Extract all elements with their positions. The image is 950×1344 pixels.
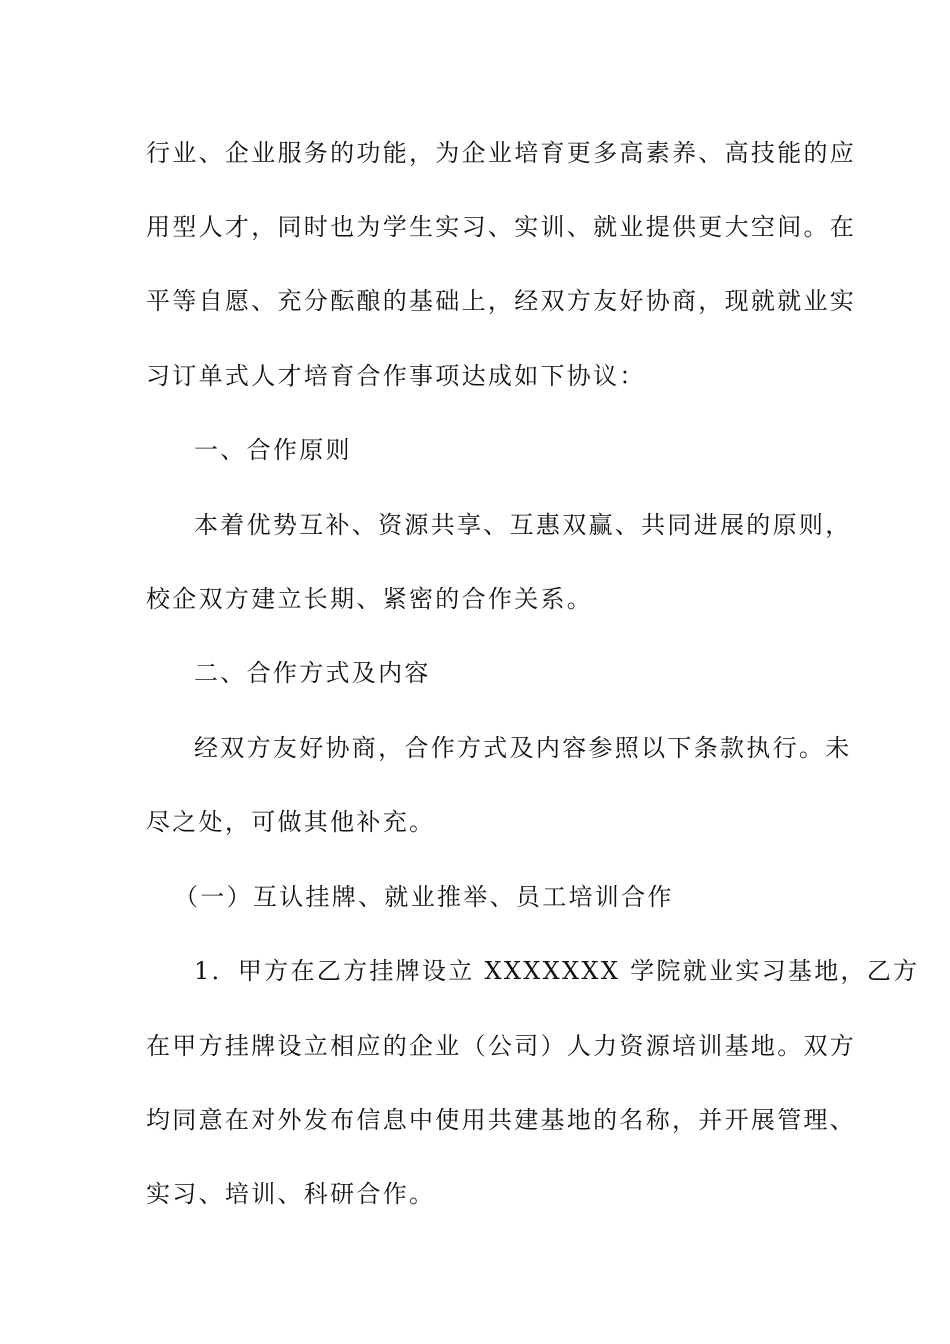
- section-heading-1: 一、合作原则: [194, 436, 352, 464]
- paragraph-line: 经双方友好协商，合作方式及内容参照以下条款执行。未: [194, 734, 852, 762]
- subsection-heading-1: （一）互认挂牌、就业推举、员工培训合作: [174, 883, 674, 911]
- paragraph-line: 在甲方挂牌设立相应的企业（公司）人力资源培训基地。双方: [146, 1032, 857, 1060]
- paragraph-line: 实习、培训、科研合作。: [146, 1180, 436, 1208]
- paragraph-line: 均同意在对外发布信息中使用共建基地的名称，并开展管理、: [146, 1106, 857, 1134]
- paragraph-line: 本着优势互补、资源共享、互惠双赢、共同进展的原则，: [194, 511, 852, 539]
- paragraph-line: 1．甲方在乙方挂牌设立 XXXXXXX 学院就业实习基地，乙方: [194, 957, 920, 985]
- paragraph-line: 行业、企业服务的功能，为企业培育更多高素养、高技能的应: [146, 139, 857, 167]
- paragraph-line: 习订单式人才培育合作事项达成如下协议：: [146, 362, 646, 390]
- paragraph-line: 用型人才，同时也为学生实习、实训、就业提供更大空间。在: [146, 213, 857, 241]
- section-heading-2: 二、合作方式及内容: [194, 659, 431, 687]
- paragraph-line: 尽之处，可做其他补充。: [146, 808, 436, 836]
- paragraph-line: 校企双方建立长期、紧密的合作关系。: [146, 585, 594, 613]
- paragraph-line: 平等自愿、充分酝酿的基础上，经双方友好协商，现就就业实: [146, 287, 857, 315]
